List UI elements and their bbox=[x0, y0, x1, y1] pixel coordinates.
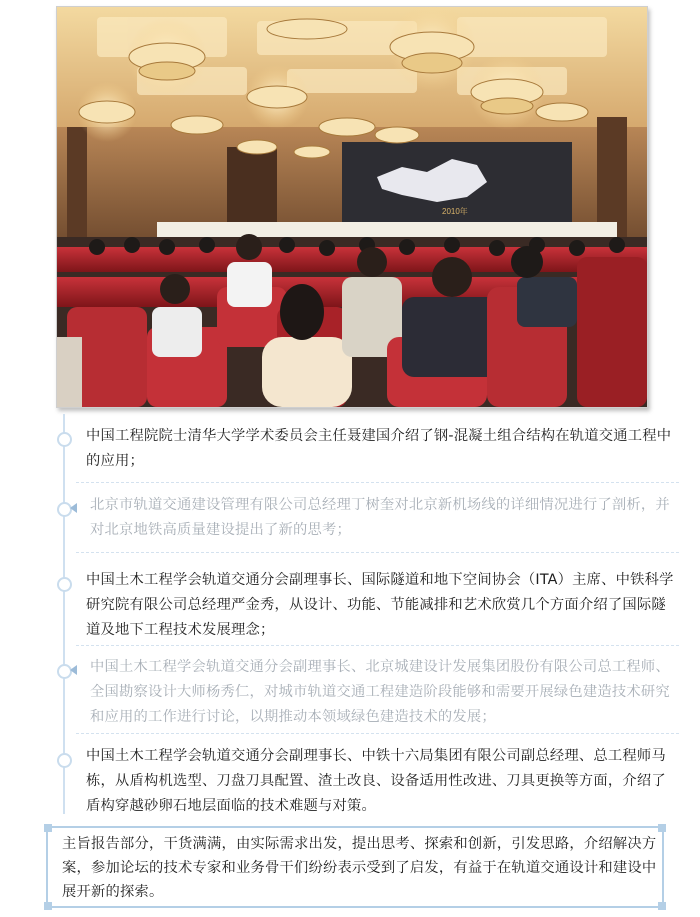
speaker-entry bbox=[0, 493, 700, 553]
pointer-arrow-icon bbox=[70, 665, 77, 675]
divider bbox=[76, 733, 680, 734]
entry-text: 中国土木工程学会轨道交通分会副理事长、国际隧道和地下空间协会（ITA）主席、中铁科学研究院有限公司总经理严金秀，从设计、功能、节能减排和艺术欣赏几个方面介绍了国际隧道及地下工程技术发展理念； bbox=[86, 572, 674, 638]
divider bbox=[76, 482, 680, 483]
entry-text: 中国土木工程学会轨道交通分会副理事长、中铁十六局集团有限公司副总经理、总工程师马栋，从盾构机选型、刀盘刀具配置、渣土改良、设备适用性改进、刀具更换等方面，介绍了盾构穿越砂卵石地层面临的技术难题与对策。 bbox=[86, 748, 666, 814]
summary-text: 主旨报告部分，干货满满，由实际需求出发，提出思考、探索和创新，引发思路，介绍解决方案，参加论坛的技术专家和业务骨干们纷纷表示受到了启发，有益于在轨道交通设计和建设中展开新的探索。 bbox=[62, 836, 657, 900]
speaker-entry bbox=[0, 744, 700, 824]
entry-text: 中国土木工程学会轨道交通分会副理事长、北京城建设计发展集团股份有限公司总工程师、全国勘察设计大师杨秀仁，对城市轨道交通工程建造阶段能够和需要开展绿色建造技术研究和应用的工作进行讨论，以期推动本领域绿色建造技术的发展； bbox=[90, 659, 670, 725]
conference-photo bbox=[56, 6, 648, 408]
corner-mark bbox=[44, 902, 52, 910]
conference-hall-illustration bbox=[57, 7, 647, 407]
divider bbox=[76, 552, 680, 553]
pointer-arrow-icon bbox=[70, 503, 77, 513]
entry-text: 北京市轨道交通建设管理有限公司总经理丁树奎对北京新机场线的详细情况进行了剖析，并对北京地铁高质量建设提出了新的思考； bbox=[90, 497, 670, 538]
corner-mark bbox=[658, 824, 666, 832]
speaker-entry bbox=[0, 424, 700, 484]
speaker-entry bbox=[0, 568, 700, 648]
speaker-entry bbox=[0, 655, 700, 735]
entry-text: 中国工程院院士清华大学学术委员会主任聂建国介绍了钢-混凝土组合结构在轨道交通工程中的应用； bbox=[86, 428, 672, 469]
divider bbox=[76, 645, 680, 646]
timeline-dot-icon bbox=[57, 577, 72, 592]
corner-mark bbox=[44, 824, 52, 832]
screen-caption: 2010年 bbox=[442, 207, 468, 216]
timeline-dot-icon bbox=[57, 432, 72, 447]
timeline-dot-icon bbox=[57, 753, 72, 768]
